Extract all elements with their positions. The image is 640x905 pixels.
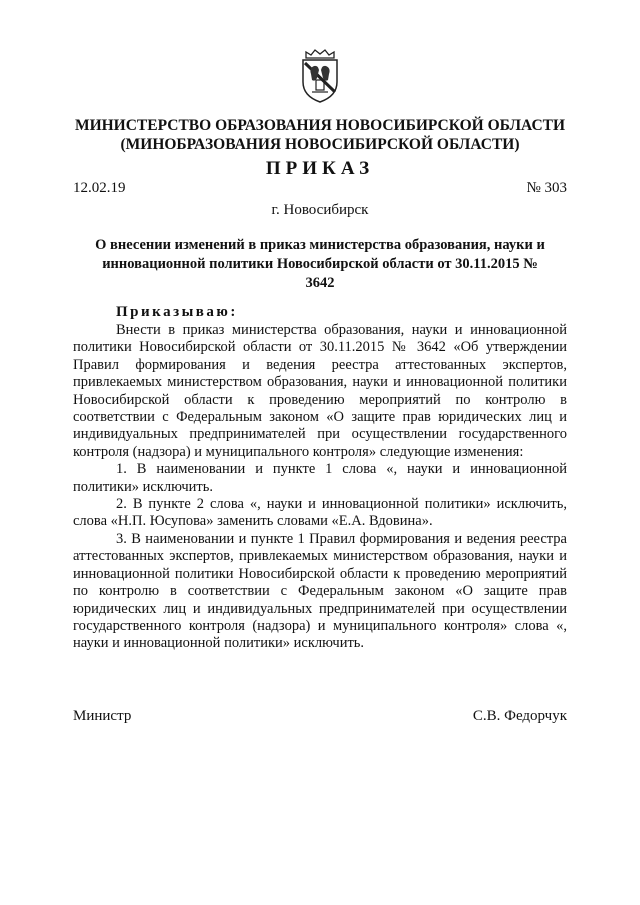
document-city: г. Новосибирск (271, 202, 369, 218)
order-word: Приказываю: (116, 304, 238, 320)
body-paragraph: 2. В пункте 2 слова «, науки и инновационной политики» исключить, слова «Н.П. Юсупова» заменить словами «Е.А. Вдовина». (73, 496, 567, 530)
document-date: 12.02.19 (73, 180, 126, 196)
signatory-title: Министр (73, 708, 132, 724)
signatory-name: С.В. Федорчук (472, 708, 567, 724)
ministry-short-name: (МИНОБРАЗОВАНИЯ НОВОСИБИРСКОЙ ОБЛАСТИ) (120, 136, 520, 153)
document-number: № 303 (526, 180, 567, 196)
novosibirsk-coat-of-arms-icon (298, 48, 342, 104)
document-subject: О внесении изменений в приказ министерства образования, науки и инновационной политики Новосибирской области от 30.11.2015 № 3642 (95, 237, 545, 291)
document-body (73, 322, 567, 653)
ministry-name: МИНИСТЕРСТВО ОБРАЗОВАНИЯ НОВОСИБИРСКОЙ ОБЛАСТИ (74, 117, 566, 134)
body-paragraph: 3. В наименовании и пункте 1 Правил формирования и ведения реестра аттестованных экспертов, привлекаемых министерством образования, науки и инновационной политики Новосибирской области к проведению мероприятий по контролю в соответствии с Федеральным законом «О защите прав юридических лиц и индивидуальных предпринимателей при осуществлении государственного контроля (надзора) и муниципального контроля» слова «, науки и инновационной политики» исключить. (73, 530, 567, 652)
document-type: ПРИКАЗ (265, 158, 375, 179)
body-paragraph: Внести в приказ министерства образования, науки и инновационной политики Новосибирской области от 30.11.2015 № 3642 «Об утверждении Правил формирования и ведения реестра аттестованных экспертов, привлекаемых министерством образования, науки и инновационной политики Новосибирской области к проведению мероприятий по контролю в соответствии с Федеральным законом «О защите прав юридических лиц и индивидуальных предпринимателей при осуществлении государственного контроля (надзора) и муниципального контроля» следующие изменения: (73, 322, 567, 460)
body-paragraph: 1. В наименовании и пункте 1 слова «, науки и инновационной политики» исключить. (73, 461, 567, 495)
